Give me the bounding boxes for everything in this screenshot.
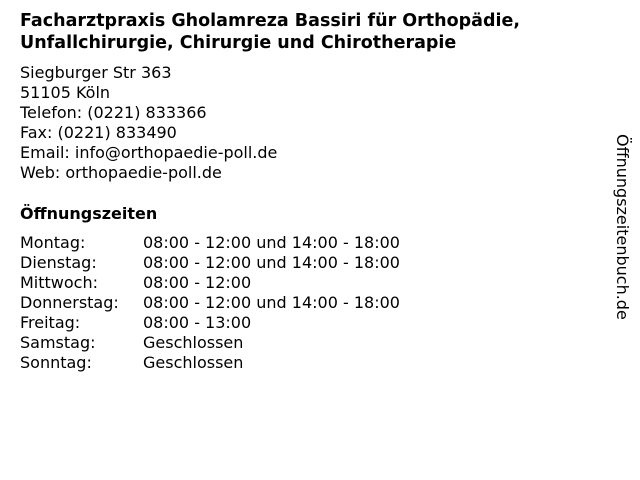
watermark bbox=[612, 134, 632, 364]
day-label: Donnerstag: bbox=[20, 293, 119, 312]
phone-number: Telefon: (0221) 833366 bbox=[20, 103, 207, 122]
time-value: 08:00 - 13:00 bbox=[143, 313, 252, 332]
page-title: Facharztpraxis Gholamreza Bassiri für Orthopädie, Unfallchirurgie, Chirurgie und Chirotherapie bbox=[20, 11, 521, 53]
opening-hours-heading: Öffnungszeiten bbox=[20, 204, 158, 223]
time-value: Geschlossen bbox=[143, 333, 244, 352]
watermark-text: Öffnungszeitenbuch.de bbox=[613, 134, 632, 320]
street-address: Siegburger Str 363 bbox=[20, 63, 172, 82]
time-value: 08:00 - 12:00 bbox=[143, 273, 252, 292]
website: Web: orthopaedie-poll.de bbox=[20, 163, 222, 182]
time-value: 08:00 - 12:00 und 14:00 - 18:00 bbox=[143, 293, 400, 312]
day-label: Dienstag: bbox=[20, 253, 97, 272]
fax-number: Fax: (0221) 833490 bbox=[20, 123, 177, 142]
contact-details bbox=[20, 63, 277, 183]
day-label: Montag: bbox=[20, 233, 86, 252]
postal-city: 51105 Köln bbox=[20, 83, 111, 102]
time-value: 08:00 - 12:00 und 14:00 - 18:00 bbox=[143, 253, 400, 272]
email-address: Email: info@orthopaedie-poll.de bbox=[20, 143, 278, 162]
day-label: Sonntag: bbox=[20, 353, 92, 372]
day-label: Samstag: bbox=[20, 333, 96, 352]
time-value: Geschlossen bbox=[143, 353, 244, 372]
time-value: 08:00 - 12:00 und 14:00 - 18:00 bbox=[143, 233, 400, 252]
day-label: Freitag: bbox=[20, 313, 81, 332]
day-label: Mittwoch: bbox=[20, 273, 98, 292]
